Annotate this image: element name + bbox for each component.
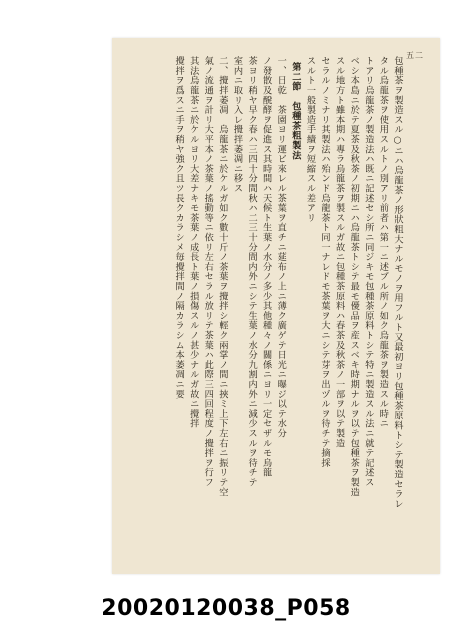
text-column: セラルノミナリ其製法ハ殆ンド烏龍茶ト同一ナレドモ茶葉ヲ大ニシテ芽ヲ出ヅルヲ待チテ摘採: [319, 56, 331, 468]
text-column: トアリ烏龍茶ノ製造法ハ既ニ記述セシ所ニ同ジキモ包種茶原料トシテ特ニ製造スル法ニ就テ記述ス: [362, 56, 374, 488]
vertical-text-body: [139, 56, 404, 556]
text-column: ベシ本島ニ於テ夏茶及秋茶ノ初期ニハ烏龍茶トシテ最モ優品ヲ産スベキ時期ナルヲ以テ包種茶ヲ製造: [348, 56, 360, 497]
document-page: [112, 38, 440, 574]
text-column: スルト一般製造手續ヲ短縮スル差アリ: [304, 56, 316, 223]
text-column: ノ發散及醗酵ヲ促進ス其時間ハ天候ト生葉ノ水分ノ多少其他種々ノ關係ニヨリ一定セザルモ烏龍: [260, 56, 272, 478]
text-column: スル地方ト雖本期ハ專ラ烏龍茶ヲ製スルガ故ニ包種茶原料ハ春茶及秋茶ノ一部ヲ以テ製造: [333, 56, 345, 448]
text-column: 攪拌ヲ爲スニ手ヲ稍ヤ強ク且ツ長クカラシメ毎攪拌間ノ隔カラシム本萎凋ニ要: [173, 56, 185, 399]
text-column: 茶ヨリ稍ヤ早ク春ハ三四十分間秋ハ二三十分間内外ニシテ生葉ノ水分九割内外ニ減少スルヲ待チテ: [246, 56, 258, 488]
text-column: タル烏龍茶ヲ使用スルトノ別アリ前者ハ第一ニ述ブル所ノ如ク烏龍茶ヲ製造スル時ニ: [377, 56, 389, 429]
text-column: 二、攪拌萎凋 烏龍茶ニ於ケルガ如ク數十斤ノ茶葉ヲ攪拌シ輕ク兩掌ノ間ニ挾ミ上下左右ニ振リテ空: [216, 56, 228, 497]
section-heading: 第二節 包種茶粗製法: [289, 62, 301, 160]
text-column: 室内ニ取リ入レ攪拌萎凋ニ移ス: [231, 56, 243, 194]
text-column: 包種茶ヲ製造スル○ニハ烏龍茶ノ形狀粗大ナルモノヲ用フルト又最初ヨリ包種茶原料トシテ製造セラレ: [392, 56, 403, 509]
page-number: 五二: [406, 51, 424, 60]
image-caption: 20020120038_P058: [101, 596, 351, 621]
text-column: 氣ノ流通ヲ計リ大平本ノ茶葉ノ搖動等ニ依リ左右セラル放リテ茶葉ハ此際三四回程度ノ攪拌ヲ行フ: [202, 56, 214, 488]
text-column: 其法烏龍茶ニ於ケルヨリ大差ナキモ茶葉ノ成長ト葉ノ損傷スルノ甚少ナルガ故ニ攪拌: [187, 56, 199, 429]
text-column: 一、日乾 茶園ヨリ運ビ來レル茶葉ヲ直チニ莚布ノ上ニ薄ク廣ゲテ日光ニ曝ジ以テ水分: [275, 56, 287, 439]
